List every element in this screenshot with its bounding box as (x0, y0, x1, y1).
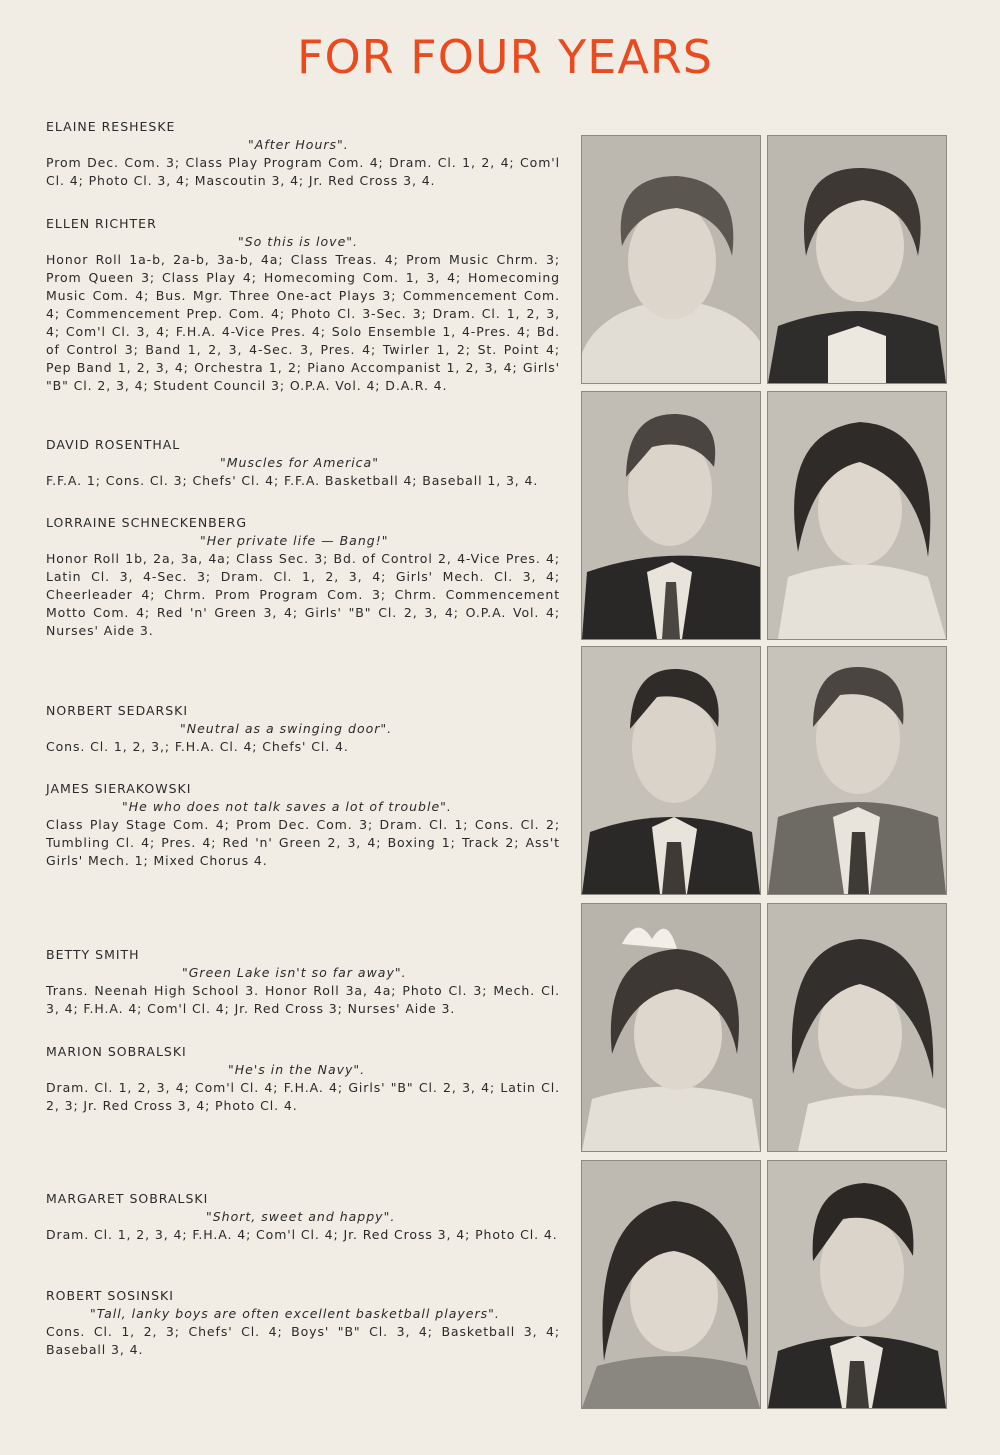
senior-name: JAMES SIERAKOWSKI (46, 781, 192, 796)
senior-name: BETTY SMITH (46, 947, 140, 962)
portrait-photo (581, 646, 761, 895)
senior-activities: Class Play Stage Com. 4; Prom Dec. Com. 3; Dram. Cl. 1; Cons. Cl. 2; Tumbling Cl. 4; Pres. 4; Red 'n' Green 2, 3, 4; Boxing 1; Track 2; Ass't Girls' Mech. 1; Mixed Chorus 4. (46, 817, 560, 868)
senior-activities: Trans. Neenah High School 3. Honor Roll 3a, 4a; Photo Cl. 3; Mech. Cl. 3, 4; F.H.A. 4; Com'l Cl. 4; Jr. Red Cross 3; Nurses' Aide 3. (46, 983, 560, 1016)
senior-name: MARGARET SOBRALSKI (46, 1191, 209, 1206)
page-title: FOR FOUR YEARS (297, 30, 713, 84)
portrait-photo (767, 903, 947, 1152)
portrait-photo (767, 391, 947, 640)
portrait-photo (767, 646, 947, 895)
portrait-photo (581, 135, 761, 384)
senior-quote: "So this is love". (238, 234, 358, 249)
senior-name: DAVID ROSENTHAL (46, 437, 181, 452)
senior-quote: "Muscles for America" (220, 455, 379, 470)
senior-quote: "Neutral as a swinging door". (180, 721, 393, 736)
senior-activities: Cons. Cl. 1, 2, 3; Chefs' Cl. 4; Boys' "B" Cl. 3, 4; Basketball 3, 4; Baseball 3, 4. (46, 1324, 560, 1357)
senior-activities: Cons. Cl. 1, 2, 3,; F.H.A. Cl. 4; Chefs' Cl. 4. (46, 739, 349, 754)
senior-entry (46, 514, 560, 640)
senior-name: LORRAINE SCHNECKENBERG (46, 515, 248, 530)
portrait-photo (767, 1160, 947, 1409)
senior-name: ROBERT SOSINSKI (46, 1288, 174, 1303)
senior-name: ELAINE RESHESKE (46, 119, 176, 134)
senior-name: MARION SOBRALSKI (46, 1044, 187, 1059)
senior-entry (46, 436, 560, 490)
senior-activities: Honor Roll 1b, 2a, 3a, 4a; Class Sec. 3; Bd. of Control 2, 4-Vice Pres. 4; Latin Cl. 3, 4-Sec. 3; Dram. Cl. 1, 2, 3, 4; Girls' Mech. Cl. 3, 4; Cheerleader 4; Chrm. Prom Program Com. 3; Chrm. Commencement Motto Com. 4; Red 'n' Green 3, 4; Girls' "B" Cl. 2, 3, 4; O.P.A. Vol. 4; Nurses' Aide 3. (46, 551, 560, 638)
senior-quote: "After Hours". (248, 137, 349, 152)
senior-activities: Prom Dec. Com. 3; Class Play Program Com. 4; Dram. Cl. 1, 2, 4; Com'l Cl. 4; Photo Cl. 3, 4; Mascoutin 3, 4; Jr. Red Cross 3, 4. (46, 155, 560, 188)
senior-entry (46, 1043, 560, 1115)
senior-activities: Dram. Cl. 1, 2, 3, 4; F.H.A. 4; Com'l Cl. 4; Jr. Red Cross 3, 4; Photo Cl. 4. (46, 1227, 558, 1242)
senior-entry (46, 946, 560, 1018)
senior-name: ELLEN RICHTER (46, 216, 157, 231)
senior-entry (46, 780, 560, 870)
portrait-photo (581, 1160, 761, 1409)
portrait-photo (767, 135, 947, 384)
senior-entry (46, 1190, 560, 1244)
senior-quote: "He's in the Navy". (228, 1062, 366, 1077)
senior-quote: "Short, sweet and happy". (206, 1209, 396, 1224)
senior-quote: "Her private life — Bang!" (200, 533, 389, 548)
senior-entry (46, 1287, 560, 1359)
senior-activities: F.F.A. 1; Cons. Cl. 3; Chefs' Cl. 4; F.F.A. Basketball 4; Baseball 1, 3, 4. (46, 473, 539, 488)
senior-name: NORBERT SEDARSKI (46, 703, 189, 718)
senior-entry (46, 118, 560, 190)
senior-quote: "He who does not talk saves a lot of trouble". (122, 799, 452, 814)
senior-entry (46, 215, 560, 395)
senior-quote: "Green Lake isn't so far away". (182, 965, 407, 980)
portrait-photo (581, 903, 761, 1152)
portrait-photo (581, 391, 761, 640)
senior-activities: Dram. Cl. 1, 2, 3, 4; Com'l Cl. 4; F.H.A. 4; Girls' "B" Cl. 2, 3, 4; Latin Cl. 2, 3; Jr. Red Cross 3, 4; Photo Cl. 4. (46, 1080, 560, 1113)
senior-quote: "Tall, lanky boys are often excellent basketball players". (90, 1306, 500, 1321)
senior-entry (46, 702, 560, 756)
senior-activities: Honor Roll 1a-b, 2a-b, 3a-b, 4a; Class Treas. 4; Prom Music Chrm. 3; Prom Queen 3; Class Play 4; Homecoming Com. 1, 3, 4; Homecoming Music Com. 4; Bus. Mgr. Three One-act Plays 3; Commencement Com. 4; Commencement Prep. Com. 4; Photo Cl. 3-Sec. 3; Dram. Cl. 1, 2, 3, 4; Com'l Cl. 3, 4; F.H.A. 4-Vice Pres. 4; Solo Ensemble 1, 4-Pres. 4; Bd. of Control 3; Band 1, 2, 3, 4-Sec. 3, Pres. 4; Twirler 1, 2; St. Point 4; Pep Band 1, 2, 3, 4; Orchestra 1, 2; Piano Accompanist 1, 2, 3, 4; Girls' "B" Cl. 2, 3, 4; Student Council 3; O.P.A. Vol. 4; D.A.R. 4. (46, 252, 560, 393)
